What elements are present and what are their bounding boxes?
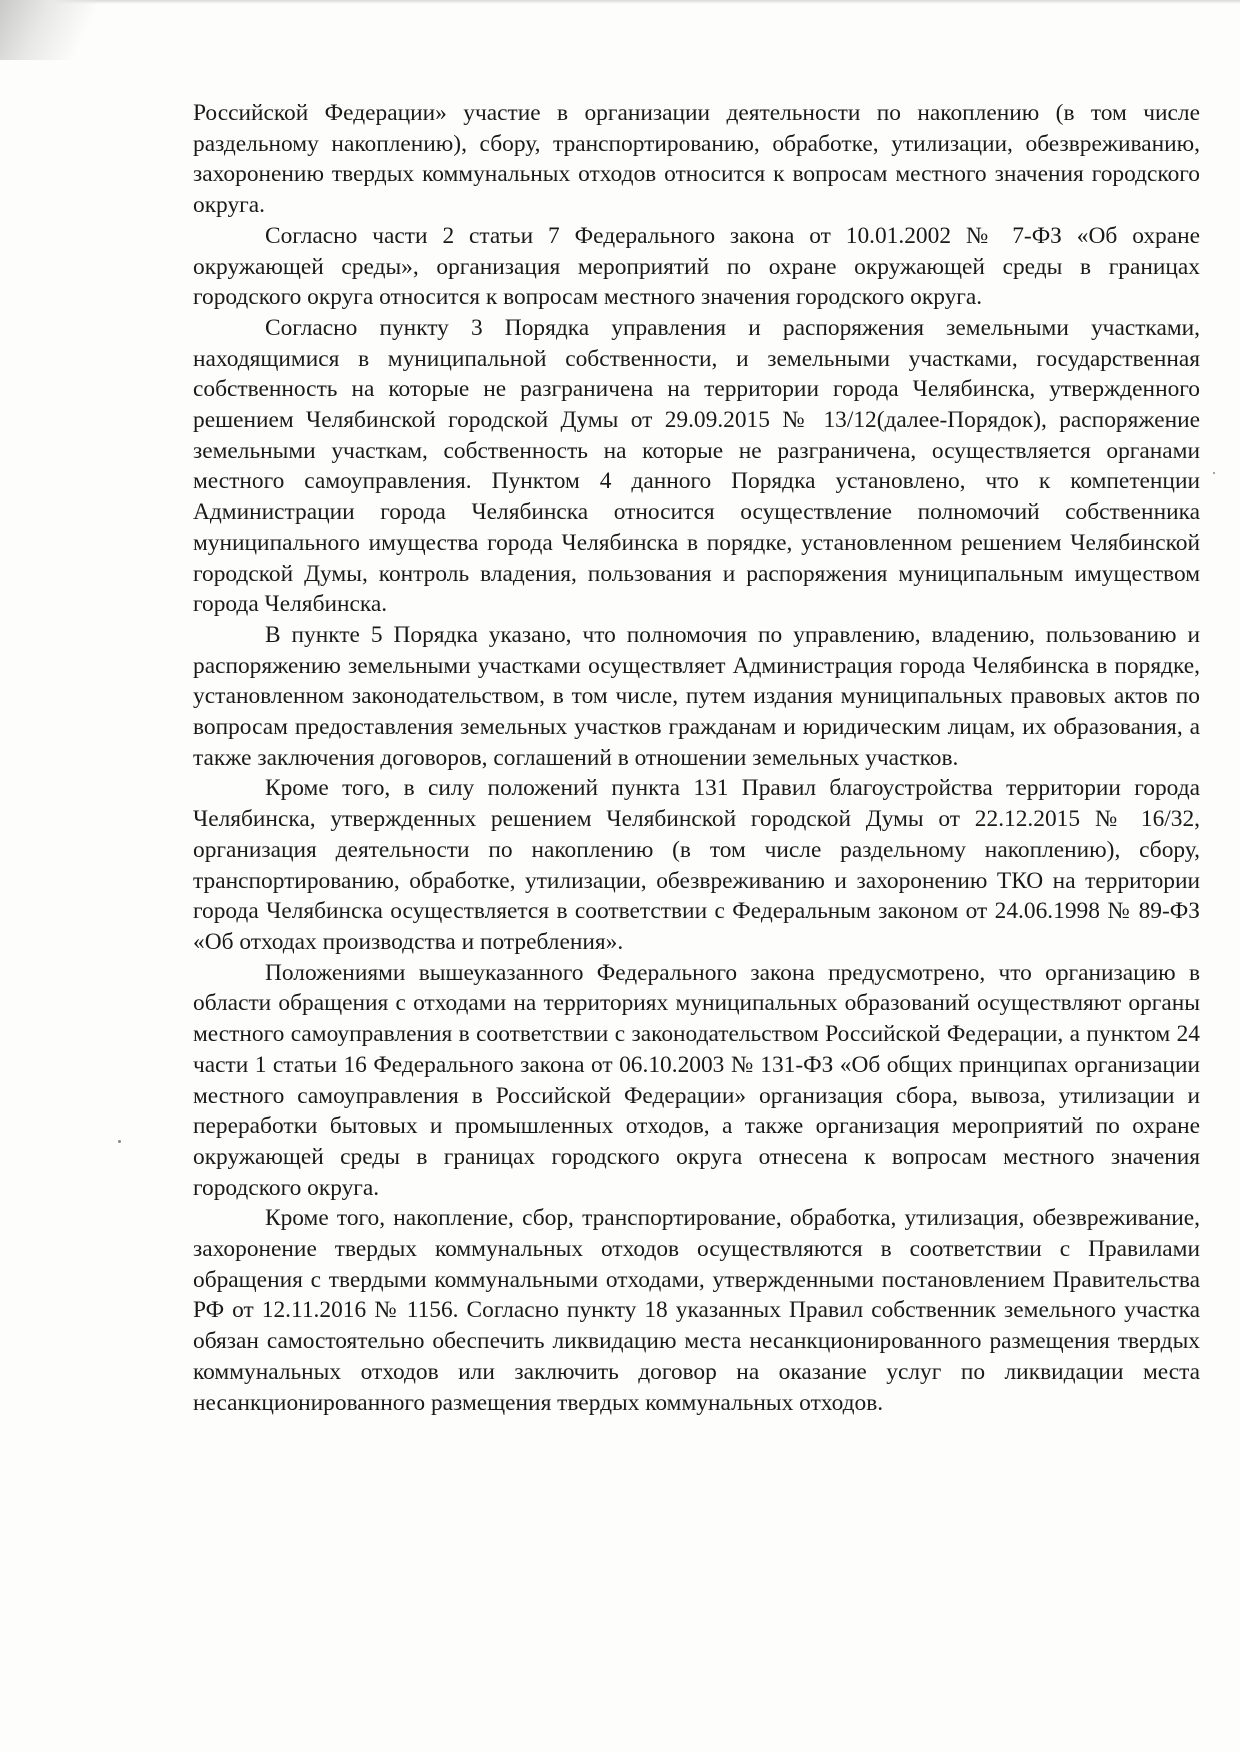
scan-speck <box>118 1140 121 1143</box>
scan-corner-shadow <box>0 0 118 60</box>
paragraph-5: Кроме того, в силу положений пункта 131 Правил благоустройства территории города Челябинска, утвержденных решением Челябинской городской Думы от 22.12.2015 № 16/32, организация деятельности по накоплению (в том числе раздельному накоплению), сбору, транспортированию, обработке, утилизации, обезвреживанию и захоронению ТКО на территории города Челябинска осуществляется в соответствии с Федеральным законом от 24.06.1998 № 89-ФЗ «Об отходах производства и потребления». <box>193 775 1200 955</box>
paragraph-2: Согласно части 2 статьи 7 Федерального закона от 10.01.2002 № 7-ФЗ «Об охране окружающей среды», организация мероприятий по охране окружающей среды в границах городского округа относится к вопросам местного значения городского округа. <box>193 222 1200 311</box>
paragraph-3: Согласно пункту 3 Порядка управления и распоряжения земельными участками, находящимися в муниципальной собственности, и земельными участками, государственная собственность на которые не разграничена на территории города Челябинска, утвержденного решением Челябинской городской Думы от 29.09.2015 № 13/12(далее-Порядок), распоряжение земельными участкам, собственность на которые не разграничена, осуществляется органами местного самоуправления. Пунктом 4 данного Порядка установлено, что к компетенции Администрации города Челябинска относится осуществление полномочий собственника муниципального имущества города Челябинска в порядке, установленном решением Челябинской городской Думы, контроль владения, пользования и распоряжения муниципальным имуществом города Челябинска. <box>193 314 1200 618</box>
paragraph-7: Кроме того, накопление, сбор, транспортирование, обработка, утилизация, обезвреживание, захоронение твердых коммунальных отходов осуществляются в соответствии с Правилами обращения с твердыми коммунальными отходами, утвержденными постановлением Правительства РФ от 12.11.2016 № 1156. Согласно пункту 18 указанных Правил собственник земельного участка обязан самостоятельно обеспечить ликвидацию места несанкционированного размещения твердых коммунальных отходов или заключить договор на оказание услуг по ликвидации места несанкционированного размещения твердых коммунальных отходов. <box>193 1205 1200 1416</box>
scan-speck <box>1213 472 1215 474</box>
paragraph-4: В пункте 5 Порядка указано, что полномочия по управлению, владению, пользованию и распоряжению земельными участками осуществляет Администрация города Челябинска в порядке, установленном законодательством, в том числе, путем издания муниципальных правовых актов по вопросам предоставления земельных участков гражданам и юридическим лицам, их образования, а также заключения договоров, соглашений в отношении земельных участков. <box>193 621 1200 771</box>
scan-top-shadow <box>0 0 1240 4</box>
paragraph-6: Положениями вышеуказанного Федерального закона предусмотрено, что организацию в области обращения с отходами на территориях муниципальных образований осуществляют органы местного самоуправления в соответствии с законодательством Российской Федерации, а пунктом 24 части 1 статьи 16 Федерального закона от 06.10.2003 № 131-ФЗ «Об общих принципах организации местного самоуправления в Российской Федерации» организация сбора, вывоза, утилизации и переработки бытовых и промышленных отходов, а также организация мероприятий по охране окружающей среды в границах городского округа отнесена к вопросам местного значения городского округа. <box>193 959 1200 1201</box>
document-body <box>193 98 1200 1418</box>
paragraph-1: Российской Федерации» участие в организации деятельности по накоплению (в том числе раздельному накоплению), сбору, транспортированию, обработке, утилизации, обезвреживанию, захоронению твердых коммунальных отходов относится к вопросам местного значения городского округа. <box>193 100 1200 219</box>
